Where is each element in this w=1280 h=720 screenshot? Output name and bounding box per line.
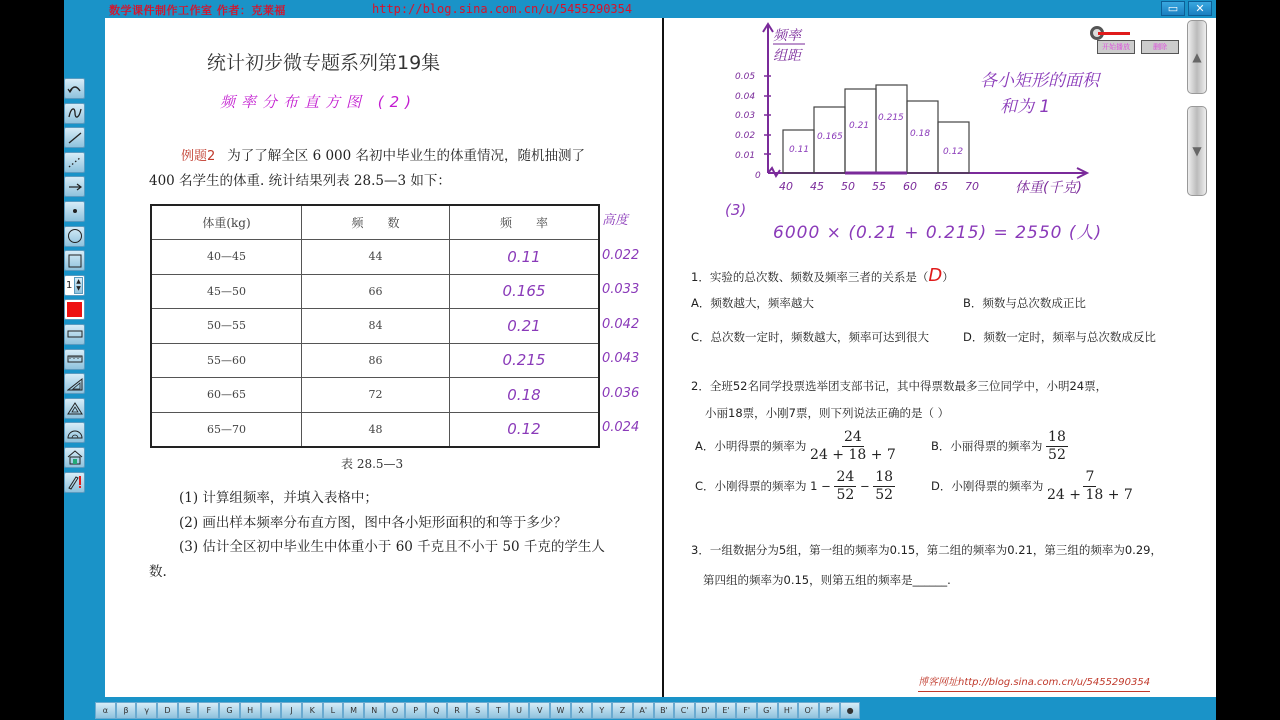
- cell-count: 66: [301, 274, 449, 309]
- cell-freq: 0.165: [449, 274, 599, 309]
- triangle-up-icon: ▲: [1192, 50, 1202, 64]
- eraser-icon[interactable]: [64, 324, 85, 345]
- scroll-down-button[interactable]: [1187, 106, 1207, 196]
- symbol-key[interactable]: S: [467, 702, 488, 719]
- cell-count: 84: [301, 309, 449, 344]
- fraction: [873, 469, 895, 504]
- dotted-line-icon[interactable]: [64, 152, 85, 173]
- set-square-icon[interactable]: [64, 373, 85, 394]
- svg-text:0.215: 0.215: [878, 113, 904, 123]
- table-row: [151, 274, 599, 309]
- svg-text:0: 0: [755, 171, 761, 181]
- cell-range: 60—65: [151, 378, 301, 413]
- line-width-stepper[interactable]: [64, 275, 85, 296]
- symbol-key[interactable]: β: [116, 702, 137, 719]
- example-questions: [149, 486, 609, 584]
- svg-text:0.01: 0.01: [735, 151, 756, 161]
- scroll-up-button[interactable]: [1187, 20, 1207, 94]
- denominator: 52: [1048, 447, 1066, 463]
- cell-count: 72: [301, 378, 449, 413]
- calc-expression: 6000 × (0.21 + 0.215) = 2550 (人): [773, 223, 1103, 243]
- symbol-key[interactable]: O: [385, 702, 406, 719]
- denominator: 24 + 18 + 7: [810, 447, 896, 463]
- header-weight: 体重(kg): [151, 205, 301, 240]
- svg-text:40: 40: [779, 180, 793, 193]
- symbol-key[interactable]: G': [757, 702, 778, 719]
- delete-button[interactable]: 删除: [1141, 40, 1179, 54]
- denominator: 52: [836, 487, 855, 503]
- symbol-key[interactable]: J: [281, 702, 302, 719]
- svg-text:70: 70: [965, 180, 979, 193]
- cell-range: 65—70: [151, 412, 301, 447]
- symbol-key[interactable]: E: [178, 702, 199, 719]
- pen-clear-icon[interactable]: [64, 472, 85, 493]
- q2-line-2: 小丽18票，小刚7票，则下列说法正确的是（ ）: [705, 406, 950, 420]
- q3-line-1: 3．一组数据分为5组，第一组的频率为0.15，第二组的频率为0.21，第三组的频率为0.29，: [691, 543, 1162, 557]
- side-height: 0.024: [602, 420, 640, 435]
- minus-sign: −: [859, 479, 870, 493]
- cell-count: 86: [301, 343, 449, 378]
- svg-text:65: 65: [934, 180, 948, 193]
- example-tag: 例题2: [181, 149, 216, 164]
- fraction: [810, 429, 896, 464]
- cell-range: 45—50: [151, 274, 301, 309]
- cell-freq: 0.21: [449, 309, 599, 344]
- svg-text:体重(千克): 体重(千克): [1015, 180, 1082, 196]
- symbol-key[interactable]: ●: [840, 702, 861, 719]
- q2-a-text: A．小明得票的频率为: [695, 439, 807, 453]
- close-button[interactable]: ✕: [1188, 1, 1212, 16]
- side-height: 0.042: [602, 316, 640, 332]
- symbol-key[interactable]: α: [95, 702, 116, 719]
- q2-option-a: [695, 429, 896, 464]
- table-header-row: [151, 205, 599, 240]
- color-picker[interactable]: [64, 299, 85, 320]
- color-swatch: [67, 302, 82, 317]
- symbol-key[interactable]: V: [529, 702, 550, 719]
- weight-frequency-table: [150, 204, 600, 448]
- side-height: 0.033: [602, 282, 640, 297]
- example-text: 为了了解全区 6 000 名初中毕业生的体重情况，随机抽测了 400 名学生的体重. 统计结果列表 28.5—3 如下：: [149, 148, 586, 189]
- symbol-key[interactable]: G: [219, 702, 240, 719]
- restore-button[interactable]: ▭: [1161, 1, 1185, 16]
- circle-icon[interactable]: [64, 226, 85, 247]
- symbol-key[interactable]: M: [343, 702, 364, 719]
- q1-option-b: B．频数与总次数成正比: [963, 296, 1086, 310]
- note-line-1: 各小矩形的面积: [980, 71, 1099, 91]
- calc-label: (3): [725, 201, 747, 219]
- denominator: 24 + 18 + 7: [1047, 487, 1133, 503]
- q2-option-c: [695, 469, 895, 504]
- whiteboard-canvas[interactable]: [105, 18, 1216, 697]
- svg-text:0.18: 0.18: [910, 129, 931, 139]
- cell-freq: 0.11: [449, 240, 599, 275]
- symbol-key[interactable]: D: [157, 702, 178, 719]
- q2-option-b: [931, 429, 1068, 464]
- symbol-key[interactable]: H: [240, 702, 261, 719]
- svg-text:0.12: 0.12: [943, 147, 964, 157]
- numerator: 24: [836, 469, 855, 485]
- symbol-key[interactable]: Z: [612, 702, 633, 719]
- symbol-key[interactable]: X: [571, 702, 592, 719]
- line-icon[interactable]: [64, 127, 85, 148]
- cell-count: 48: [301, 412, 449, 447]
- symbol-key[interactable]: D': [695, 702, 716, 719]
- cell-range: 55—60: [151, 343, 301, 378]
- q1-text: 1．实验的总次数、频数及频率三者的关系是（: [691, 270, 929, 284]
- window-controls: [1161, 1, 1212, 17]
- q2-d-text: D．小刚得票的频率为: [931, 479, 1044, 493]
- header-count: 频 数: [301, 205, 449, 240]
- side-height: 0.036: [602, 385, 640, 401]
- undo-curve-icon[interactable]: [64, 78, 85, 99]
- start-play-button[interactable]: 开始播放: [1097, 40, 1135, 54]
- symbol-key[interactable]: O': [798, 702, 819, 719]
- symbol-key[interactable]: C': [674, 702, 695, 719]
- numerator: 7: [1085, 469, 1095, 485]
- cell-range: 50—55: [151, 309, 301, 344]
- q1-answer-mark: D: [928, 265, 943, 286]
- triangle-ruler-icon[interactable]: [64, 398, 85, 419]
- title-bar: [64, 0, 1216, 18]
- symbol-key[interactable]: T: [488, 702, 509, 719]
- symbol-key[interactable]: Y: [592, 702, 613, 719]
- table-caption: 表 28.5—3: [341, 457, 404, 471]
- svg-text:0.165: 0.165: [817, 132, 843, 142]
- header-freq: 频 率: [449, 205, 599, 240]
- symbol-key[interactable]: K: [302, 702, 323, 719]
- drawing-toolbar: [64, 78, 86, 496]
- blog-signature: 博客网址http://blog.sina.com.cn/u/5455290354: [918, 673, 1150, 692]
- note-line-2: 和为 1: [1000, 97, 1051, 117]
- symbol-key[interactable]: F: [198, 702, 219, 719]
- symbol-key[interactable]: P: [405, 702, 426, 719]
- symbol-key[interactable]: E': [716, 702, 737, 719]
- spin-arrows-icon[interactable]: ▲ ▼: [74, 277, 83, 294]
- svg-text:0.21: 0.21: [849, 121, 870, 131]
- symbol-key[interactable]: W: [550, 702, 571, 719]
- handwritten-subtitle: 频率分布直方图 (2): [220, 93, 418, 111]
- slider-track: [1098, 32, 1130, 35]
- cell-freq: 0.12: [449, 412, 599, 447]
- question-1: (1) 计算组频率，并填入表格中；: [179, 490, 378, 506]
- svg-text:60: 60: [903, 180, 917, 193]
- blog-url: http://blog.sina.com.cn/u/5455290354: [372, 2, 633, 16]
- q1-stem: [691, 265, 954, 286]
- page-divider: [662, 18, 664, 697]
- q3-line-2: 第四组的频率为0.15，则第五组的频率是______.: [703, 573, 951, 587]
- side-height: 0.022: [602, 247, 640, 263]
- symbol-key[interactable]: N: [364, 702, 385, 719]
- freehand-icon[interactable]: [64, 103, 85, 124]
- symbol-key[interactable]: P': [819, 702, 840, 719]
- symbol-key[interactable]: A': [633, 702, 654, 719]
- q1-option-a: A．频数越大，频率越大: [691, 296, 814, 310]
- side-header: 高度: [602, 213, 629, 228]
- fraction: [1046, 429, 1068, 464]
- symbol-key[interactable]: U: [509, 702, 530, 719]
- symbol-key[interactable]: F': [736, 702, 757, 719]
- cell-freq: 0.215: [449, 343, 599, 378]
- table-row: [151, 309, 599, 344]
- numerator: 18: [1048, 429, 1066, 445]
- q2-option-d: [931, 469, 1133, 504]
- svg-text:0.11: 0.11: [789, 145, 810, 155]
- rectangle-icon[interactable]: [64, 250, 85, 271]
- svg-text:0.05: 0.05: [735, 72, 756, 82]
- table-row: [151, 412, 599, 447]
- ruler-icon[interactable]: [64, 349, 85, 370]
- cell-count: 44: [301, 240, 449, 275]
- q1-option-c: C．总次数一定时，频数越大，频率可达到很大: [691, 330, 930, 344]
- studio-credit: 数学课件制作工作室 作者：克莱福: [109, 4, 286, 17]
- handwritten-height-column: [602, 204, 658, 446]
- svg-text:0.03: 0.03: [735, 111, 756, 121]
- svg-text:50: 50: [841, 180, 855, 193]
- symbol-bar: [95, 702, 860, 720]
- numerator: 18: [875, 469, 894, 485]
- q2-line-1: 2．全班52名同学投票选举团支部书记，其中得票数最多三位同学中，小明24票，: [691, 379, 1108, 393]
- table-row: [151, 240, 599, 275]
- app-window: [64, 0, 1216, 720]
- table-row: [151, 378, 599, 413]
- symbol-key[interactable]: Q: [426, 702, 447, 719]
- q2-c-text: C．小刚得票的频率为 1 −: [695, 479, 831, 493]
- table-row: [151, 343, 599, 378]
- fraction: [834, 469, 856, 504]
- home-icon[interactable]: [64, 447, 85, 468]
- arrow-icon[interactable]: [64, 176, 85, 197]
- symbol-key[interactable]: B': [654, 702, 675, 719]
- line-width-value: 1: [66, 279, 73, 291]
- symbol-key[interactable]: γ: [136, 702, 157, 719]
- fraction: [1047, 469, 1133, 504]
- cell-freq: 0.18: [449, 378, 599, 413]
- side-height: 0.043: [602, 351, 640, 366]
- numerator: 24: [844, 429, 862, 445]
- handwritten-note: [980, 68, 1099, 120]
- q1-text-end: ）: [942, 270, 954, 284]
- point-icon[interactable]: [64, 201, 85, 222]
- svg-text:频率: 频率: [773, 28, 801, 44]
- svg-text:0.02: 0.02: [735, 131, 756, 141]
- symbol-key[interactable]: H': [778, 702, 799, 719]
- question-2: (2) 画出样本频率分布直方图，图中各小矩形面积的和等于多少？: [179, 514, 567, 531]
- svg-text:55: 55: [872, 180, 886, 193]
- cell-range: 40—45: [151, 240, 301, 275]
- q1-option-d: D．频数一定时，频率与总次数成反比: [963, 330, 1156, 344]
- symbol-key[interactable]: L: [323, 702, 344, 719]
- protractor-icon[interactable]: [64, 422, 85, 443]
- symbol-key[interactable]: I: [261, 702, 282, 719]
- example-intro: [149, 144, 609, 193]
- svg-text:0.04: 0.04: [735, 92, 756, 102]
- denominator: 52: [875, 487, 894, 503]
- question-3: (3) 估计全区初中毕业生中体重小于 60 千克且不小于 50 千克的学生人数.: [149, 539, 605, 580]
- symbol-key[interactable]: R: [447, 702, 468, 719]
- svg-text:45: 45: [810, 180, 824, 193]
- triangle-down-icon: ▼: [1192, 144, 1202, 158]
- page-title: 统计初步微专题系列第19集: [207, 52, 441, 74]
- q2-b-text: B．小丽得票的频率为: [931, 439, 1043, 453]
- svg-text:组距: 组距: [773, 48, 801, 64]
